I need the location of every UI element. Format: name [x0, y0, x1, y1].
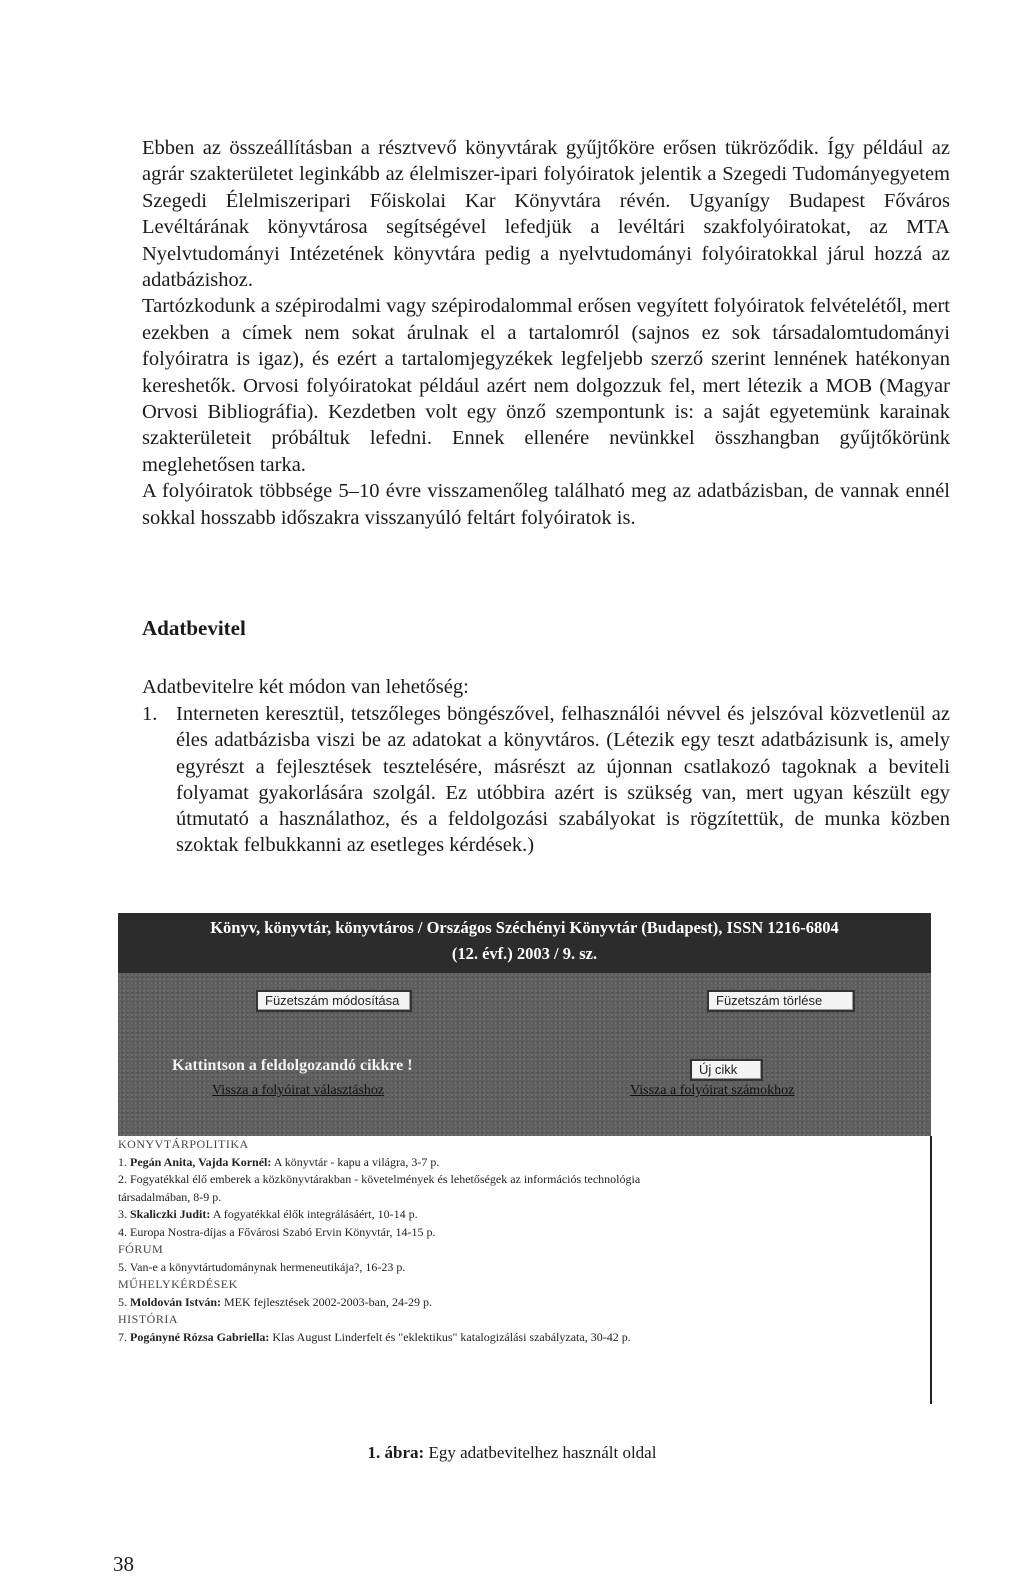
toc-title: A könyvtár - kapu a világra, 3-7 p.: [273, 1154, 440, 1169]
toc-number: 3.: [118, 1207, 127, 1221]
toc-section-heading: HISTÓRIA: [118, 1312, 178, 1326]
toc-section-heading: FÓRUM: [118, 1242, 164, 1256]
toc-article-link[interactable]: [118, 1294, 950, 1312]
intro-line: Adatbevitelre két módon van lehetőség:: [142, 676, 469, 698]
toc-number: 5.: [118, 1259, 127, 1274]
toc-author: Skaliczki Judit:: [130, 1207, 211, 1221]
toc-section-heading: MŰHELYKÉRDÉSEK: [118, 1277, 238, 1291]
toc-title: MEK fejlesztések 2002-2003-ban, 24-29 p.: [224, 1294, 432, 1309]
toc-author: Pegán Anita, Vajda Kornél:: [130, 1154, 272, 1169]
list-item-text: Interneten keresztül, tetszőleges böngészővel, felhasználói névvel és jelszóval közvetlenül az éles adatbázisba viszi be az adatokat a könyvtáros. (Létezik egy teszt adatbázisunk is, amely egyrészt a fejlesztések tesztelésére, másrészt az újonnan csatlakozó tagoknak a beviteli folyamat gyakorlására szolgál. Ez utóbbira azért is szükség van, mert ugyan készült egy útmutató a használathoz, és a feldolgozási szabályokat is rögzítettük, de munka közben szoktak felbukkanni az esetleges kérdések.): [176, 703, 950, 857]
toc-article-link[interactable]: [118, 1206, 950, 1224]
paragraph-time-coverage: A folyóiratok többsége 5–10 évre visszamenőleg található meg az adatbázisban, de vannak ennél sokkal hosszabb időszakra visszanyúló feltárt folyóiratok is.: [142, 480, 950, 529]
toc-article-link[interactable]: [118, 1329, 950, 1347]
toc-number: 4.: [118, 1224, 127, 1239]
toc-title: Van-e a könyvtártudománynak hermeneutikája?, 16-23 p.: [129, 1259, 406, 1274]
body-text: [142, 135, 950, 531]
click-article-hint: Kattintson a feldolgozandó cikkre !: [172, 1057, 413, 1074]
issue-label: (12. évf.) 2003 / 9. sz.: [451, 944, 598, 963]
list-number: 1.: [142, 703, 158, 725]
back-to-journal-selection-link[interactable]: Vissza a folyóirat választáshoz: [212, 1083, 385, 1098]
toc-article-link[interactable]: [118, 1171, 950, 1189]
new-article-button[interactable]: Új cikk: [690, 1059, 763, 1081]
toc-title: A fogyatékkal élők integrálásáért, 10-14 p.: [212, 1207, 418, 1221]
toc-section-heading: KONYVTÁRPOLITIKA: [118, 1137, 249, 1151]
modify-issue-button[interactable]: Füzetszám módosítása: [256, 990, 412, 1012]
figure-caption: [0, 1443, 1024, 1463]
section-heading: Adatbevitel: [142, 616, 246, 640]
web-form-panel: [118, 913, 931, 1136]
toc-number: 2.: [118, 1172, 127, 1186]
delete-issue-button[interactable]: Füzetszám törlése: [707, 990, 855, 1012]
journal-header: [118, 913, 931, 973]
figure-screenshot: [118, 913, 950, 1421]
toc-title: társadalmában, 8-9 p.: [118, 1189, 222, 1204]
toc-number: 5.: [118, 1294, 127, 1309]
toc-author: Moldován István:: [130, 1294, 222, 1309]
back-to-issues-link[interactable]: Vissza a folyóirat számokhoz: [630, 1083, 795, 1098]
paragraph-collection-scope: Ebben az összeállításban a résztvevő könyvtárak gyűjtőköre erősen tükröződik. Így például az agrár szakterületet leginkább az élelmiszer-ipari folyóiratok jelentik a Szegedi Tudományegyetem Szegedi Élelmiszeripari Főiskolai Kar Könyvtára révén. Ugyanígy Budapest Főváros Levéltárának könyvtárosa segítségével lefedjük a levéltári szakfolyóiratokat, az MTA Nyelvtudományi Intézetének könyvtára pedig a nyelvtudományi folyóiratokkal járul hozzá az adatbázishoz.: [142, 137, 950, 292]
toc-title: Fogyatékkal élő emberek a közkönyvtárakban - követelmények és lehetőségek az információs technológia: [130, 1172, 641, 1186]
toc-article-link[interactable]: [118, 1154, 950, 1172]
journal-title: Könyv, könyvtár, könyvtáros / Országos Széchényi Könyvtár (Budapest), ISSN 1216-6804: [210, 918, 839, 937]
toc-title: Klas August Linderfelt és "eklektikus" katalogizálási szabályzata, 30-42 p.: [272, 1329, 631, 1344]
toc-author: Pogányné Rózsa Gabriella:: [130, 1329, 270, 1344]
toc-article-link[interactable]: [118, 1224, 950, 1242]
paragraph-excluded-journals: Tartózkodunk a szépirodalmi vagy szépirodalommal erősen vegyített folyóiratok felvételétől, mert ezekben a címek nem sokat árulnak el a tartalomról (sajnos ez sok társadalomtudományi folyóiratra is igaz), és ezért a tartalomjegyzékek legfeljebb szerző szerint lennének hatékonyan kereshetők. Orvosi folyóiratokat például azért nem dolgozzuk fel, mert létezik a MOB (Magyar Orvosi Bibliográfia). Kezdetben volt egy önző szempontunk is: a saját egyetemünk karainak szakterületeit próbáltuk lefedni. Ennek ellenére nevünkkel összhangban gyűjtőkörünk meglehetősen tarka.: [142, 295, 950, 476]
table-of-contents: [118, 1136, 950, 1346]
toc-article-link[interactable]: [118, 1259, 950, 1277]
toc-number: 7.: [118, 1329, 127, 1344]
page-number: 38: [113, 1552, 134, 1576]
toc-border: [930, 1136, 932, 1404]
caption-label: 1. ábra:: [367, 1443, 425, 1462]
toc-article-link[interactable]: [118, 1189, 950, 1207]
toc-number: 1.: [118, 1154, 127, 1169]
caption-text: Egy adatbevitelhez használt oldal: [428, 1443, 657, 1462]
toc-title: Europa Nostra-díjas a Fővárosi Szabó Ervin Könyvtár, 14-15 p.: [130, 1224, 436, 1239]
